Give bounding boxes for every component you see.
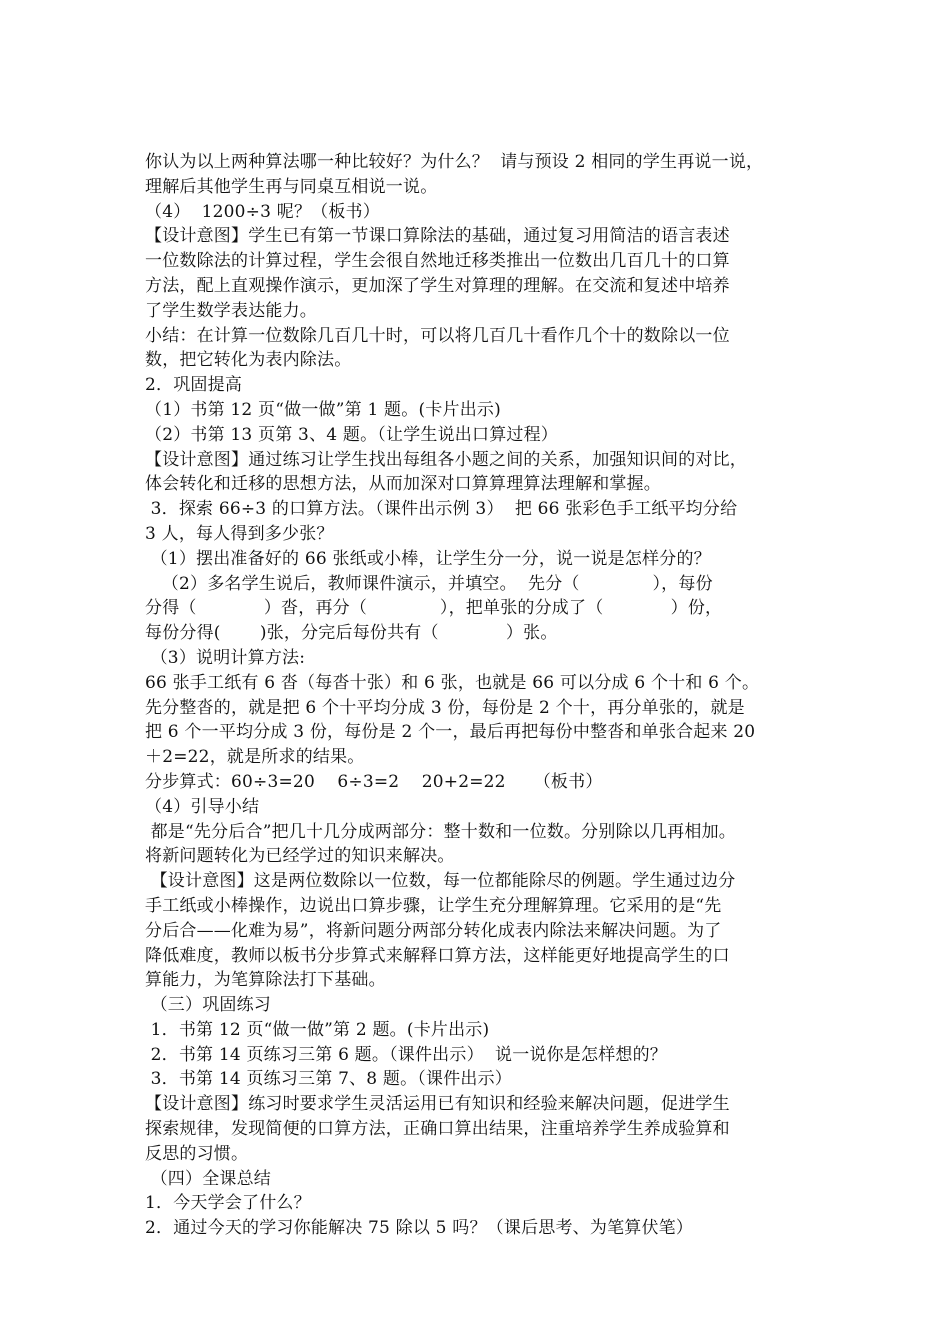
text-line: 数，把它转化为表内除法。: [145, 350, 352, 371]
text-line: 理解后其他学生再与同桌互相说一说。: [145, 176, 438, 197]
text-line: 2．书第 14 页练习三第 6 题。（课件出示） 说一说你是怎样想的？: [145, 1044, 667, 1065]
text-line: 3．书第 14 页练习三第 7、8 题。（课件出示）: [145, 1069, 512, 1090]
text-line: （四）全课总结: [145, 1168, 272, 1189]
text-line: 2．通过今天的学习你能解决 75 除以 5 吗？（课后思考、为笔算伏笔）: [145, 1218, 694, 1239]
text-line: 先分整沓的，就是把 6 个十平均分成 3 份，每份是 2 个十，再分单张的，就是: [145, 697, 745, 718]
text-line: 【设计意图】这是两位数除以一位数，每一位都能除尽的例题。学生通过边分: [145, 871, 736, 892]
text-line: 算能力，为笔算除法打下基础。: [145, 970, 386, 991]
text-line: （1）摆出准备好的 66 张纸或小棒，让学生分一分，说一说是怎样分的？: [145, 548, 711, 569]
text-line: 分得（ ）沓，再分（ ），把单张的分成了（ ）份，: [145, 598, 723, 619]
text-line: 2．巩固提高: [145, 375, 243, 396]
text-line: 3 人，每人得到多少张？: [145, 523, 334, 544]
document-body: [145, 150, 825, 1241]
text-line: 1．书第 12 页“做一做”第 2 题。(卡片出示): [145, 1019, 490, 1040]
text-line: 探索规律，发现简便的口算方法，正确口算出结果，注重培养学生养成验算和: [145, 1119, 730, 1140]
text-line: （3）说明计算方法:: [145, 647, 306, 668]
text-line: 体会转化和迁移的思想方法，从而加深对口算算理算法理解和掌握。: [145, 474, 661, 495]
text-line: 方法，配上直观操作演示，更加深了学生对算理的理解。在交流和复述中培养: [145, 275, 730, 296]
text-line: 一位数除法的计算过程，学生会很自然地迁移类推出一位数出几百几十的口算: [145, 251, 730, 272]
text-line: ＋2=22，就是所求的结果。: [145, 747, 365, 768]
text-line: （4） 1200÷3 呢？（板书）: [145, 201, 380, 222]
text-line: 都是“先分后合”把几十几分成两部分：整十数和一位数。分别除以几再相加。: [145, 821, 736, 842]
text-line: 小结：在计算一位数除几百几十时，可以将几百几十看作几个十的数除以一位: [145, 325, 730, 346]
text-line: 每份分得( )张，分完后每份共有（ ）张。: [145, 623, 558, 644]
text-line: 【设计意图】练习时要求学生灵活运用已有知识和经验来解决问题，促进学生: [145, 1094, 730, 1115]
text-line: 把 6 个一平均分成 3 份，每份是 2 个一，最后再把每份中整沓和单张合起来 20: [145, 722, 756, 743]
text-line: 分后合——化难为易”，将新问题分两部分转化成表内除法来解决问题。为了: [145, 920, 722, 941]
text-line: 将新问题转化为已经学过的知识来解决。: [145, 846, 455, 867]
text-line: （2）书第 13 页第 3、4 题。（让学生说出口算过程）: [145, 424, 558, 445]
text-line: 手工纸或小棒操作，边说出口算步骤，让学生充分理解算理。它采用的是“先: [145, 895, 722, 916]
text-line: 66 张手工纸有 6 沓（每沓十张）和 6 张，也就是 66 可以分成 6 个十和 6 个。: [145, 672, 760, 693]
text-line: 【设计意图】通过练习让学生找出每组各小题之间的关系，加强知识间的对比，: [145, 449, 747, 470]
text-line: （1）书第 12 页“做一做”第 1 题。(卡片出示): [145, 399, 501, 420]
text-line: 你认为以上两种算法哪一种比较好？为什么？ 请与预设 2 相同的学生再说一说，: [145, 152, 764, 172]
text-line: （2）多名学生说后，教师课件演示，并填空。 先分（ ），每份: [145, 573, 713, 594]
text-line: 降低难度，教师以板书分步算式来解释口算方法，这样能更好地提高学生的口: [145, 945, 730, 966]
text-line: 【设计意图】学生已有第一节课口算除法的基础，通过复习用简洁的语言表述: [145, 226, 730, 247]
text-line: 反思的习惯。: [145, 1143, 249, 1164]
text-line: 分步算式：60÷3=20 6÷3=2 20+2=22 （板书）: [145, 771, 603, 792]
text-line: 1．今天学会了什么？: [145, 1193, 311, 1214]
text-line: 3．探索 66÷3 的口算方法。（课件出示例 3） 把 66 张彩色手工纸平均分给: [145, 499, 738, 520]
text-line: 了学生数学表达能力。: [145, 300, 317, 321]
text-line: （三）巩固练习: [145, 995, 272, 1016]
text-line: （4）引导小结: [145, 796, 260, 817]
